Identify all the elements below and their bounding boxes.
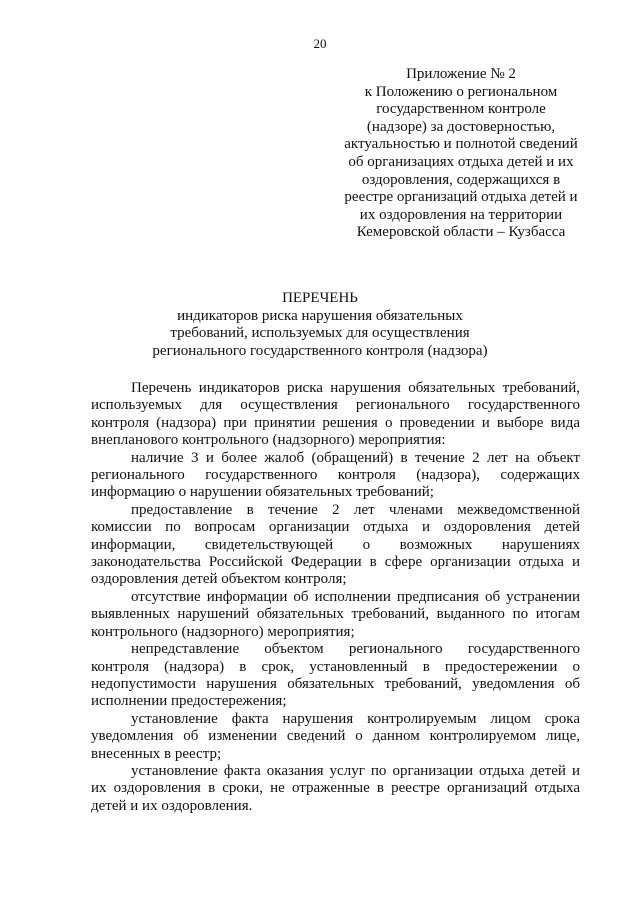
appendix-line: актуальностью и полнотой сведений [344,136,578,153]
appendix-line: об организациях отдыха детей и их [348,153,574,170]
paragraph-indicator-commission [91,502,580,589]
paragraph-intro [91,380,580,450]
paragraph-indicator-order [91,589,580,641]
heading-line: индикаторов риска нарушения обязательных [177,307,463,324]
appendix-line: оздоровления, содержащихся в [361,171,561,188]
text-line: Перечень индикаторов риска нарушения обязательных требований, [131,380,580,396]
text-line: информации, свидетельствующей о возможных нарушениях [91,536,580,553]
text-line: оздоровления детей объектом контроля; [91,571,347,588]
document-heading [0,290,640,360]
appendix-line: Приложение № 2 [406,66,516,82]
text-line: установление факта нарушения контролируемым лицом срока [131,710,580,727]
appendix-header [330,66,592,242]
text-line: непредставление объектом регионального государственного [131,641,580,658]
appendix-line: (надзоре) за достоверностью, [366,118,556,135]
text-line: выявленных нарушений обязательных требований, выданного по итогам [91,606,580,623]
paragraph-indicator-services [91,763,580,815]
text-line: недопустимости нарушения обязательных требований, уведомления об [91,675,580,692]
appendix-line: их оздоровления на территории [359,206,563,223]
text-line: установление факта оказания услуг по организации отдыха детей и [131,762,580,779]
appendix-line: к Положению о региональном [364,83,558,100]
text-line: комиссии по вопросам организации отдыха и оздоровления детей [91,519,580,536]
document-body [91,380,580,815]
text-line: используемых для осуществления регионального государственного [91,397,580,414]
heading-title: ПЕРЕЧЕНЬ [282,290,358,306]
heading-line: требований, используемых для осуществления [170,325,470,342]
text-line: наличие 3 и более жалоб (обращений) в течение 2 лет на объект [131,449,580,466]
text-line: регионального государственного контроля (надзора), содержащих [91,467,580,484]
text-line: исполнении предостережения; [91,693,287,710]
heading-line: регионального государственного контроля (надзора) [152,342,488,359]
text-line: контроля (надзора) в срок, установленный в предостережении о [91,658,580,675]
text-line: законодательства Российской Федерации в сфере организации отдыха и [91,554,580,571]
appendix-line: реестре организаций отдыха детей и [344,189,578,206]
text-line: контроля (надзора) при принятии решения о проведении и выборе вида [91,414,580,431]
text-line: отсутствие информации об исполнении предписания об устранении [131,588,580,605]
text-line: детей и их оздоровления. [91,797,253,814]
text-line: предоставление в течение 2 лет членами межведомственной [131,501,580,518]
text-line: внесенных в реестр; [91,745,222,762]
paragraph-indicator-notification [91,711,580,763]
paragraph-indicator-warning [91,641,580,711]
appendix-line: Кемеровской области – Кузбасса [356,224,566,241]
appendix-line: государственном контроле [376,101,546,118]
text-line: внепланового контрольного (надзорного) мероприятия: [91,432,446,449]
text-line: уведомления об изменении сведений о данном контролируемом лице, [91,728,580,745]
text-line: информацию о нарушении обязательных требований; [91,484,434,501]
text-line: контрольного (надзорного) мероприятия; [91,623,355,640]
page-number: 20 [313,36,327,51]
text-line: их оздоровления в сроки, не отраженные в реестре организаций отдыха [91,780,580,797]
paragraph-indicator-complaints [91,450,580,502]
